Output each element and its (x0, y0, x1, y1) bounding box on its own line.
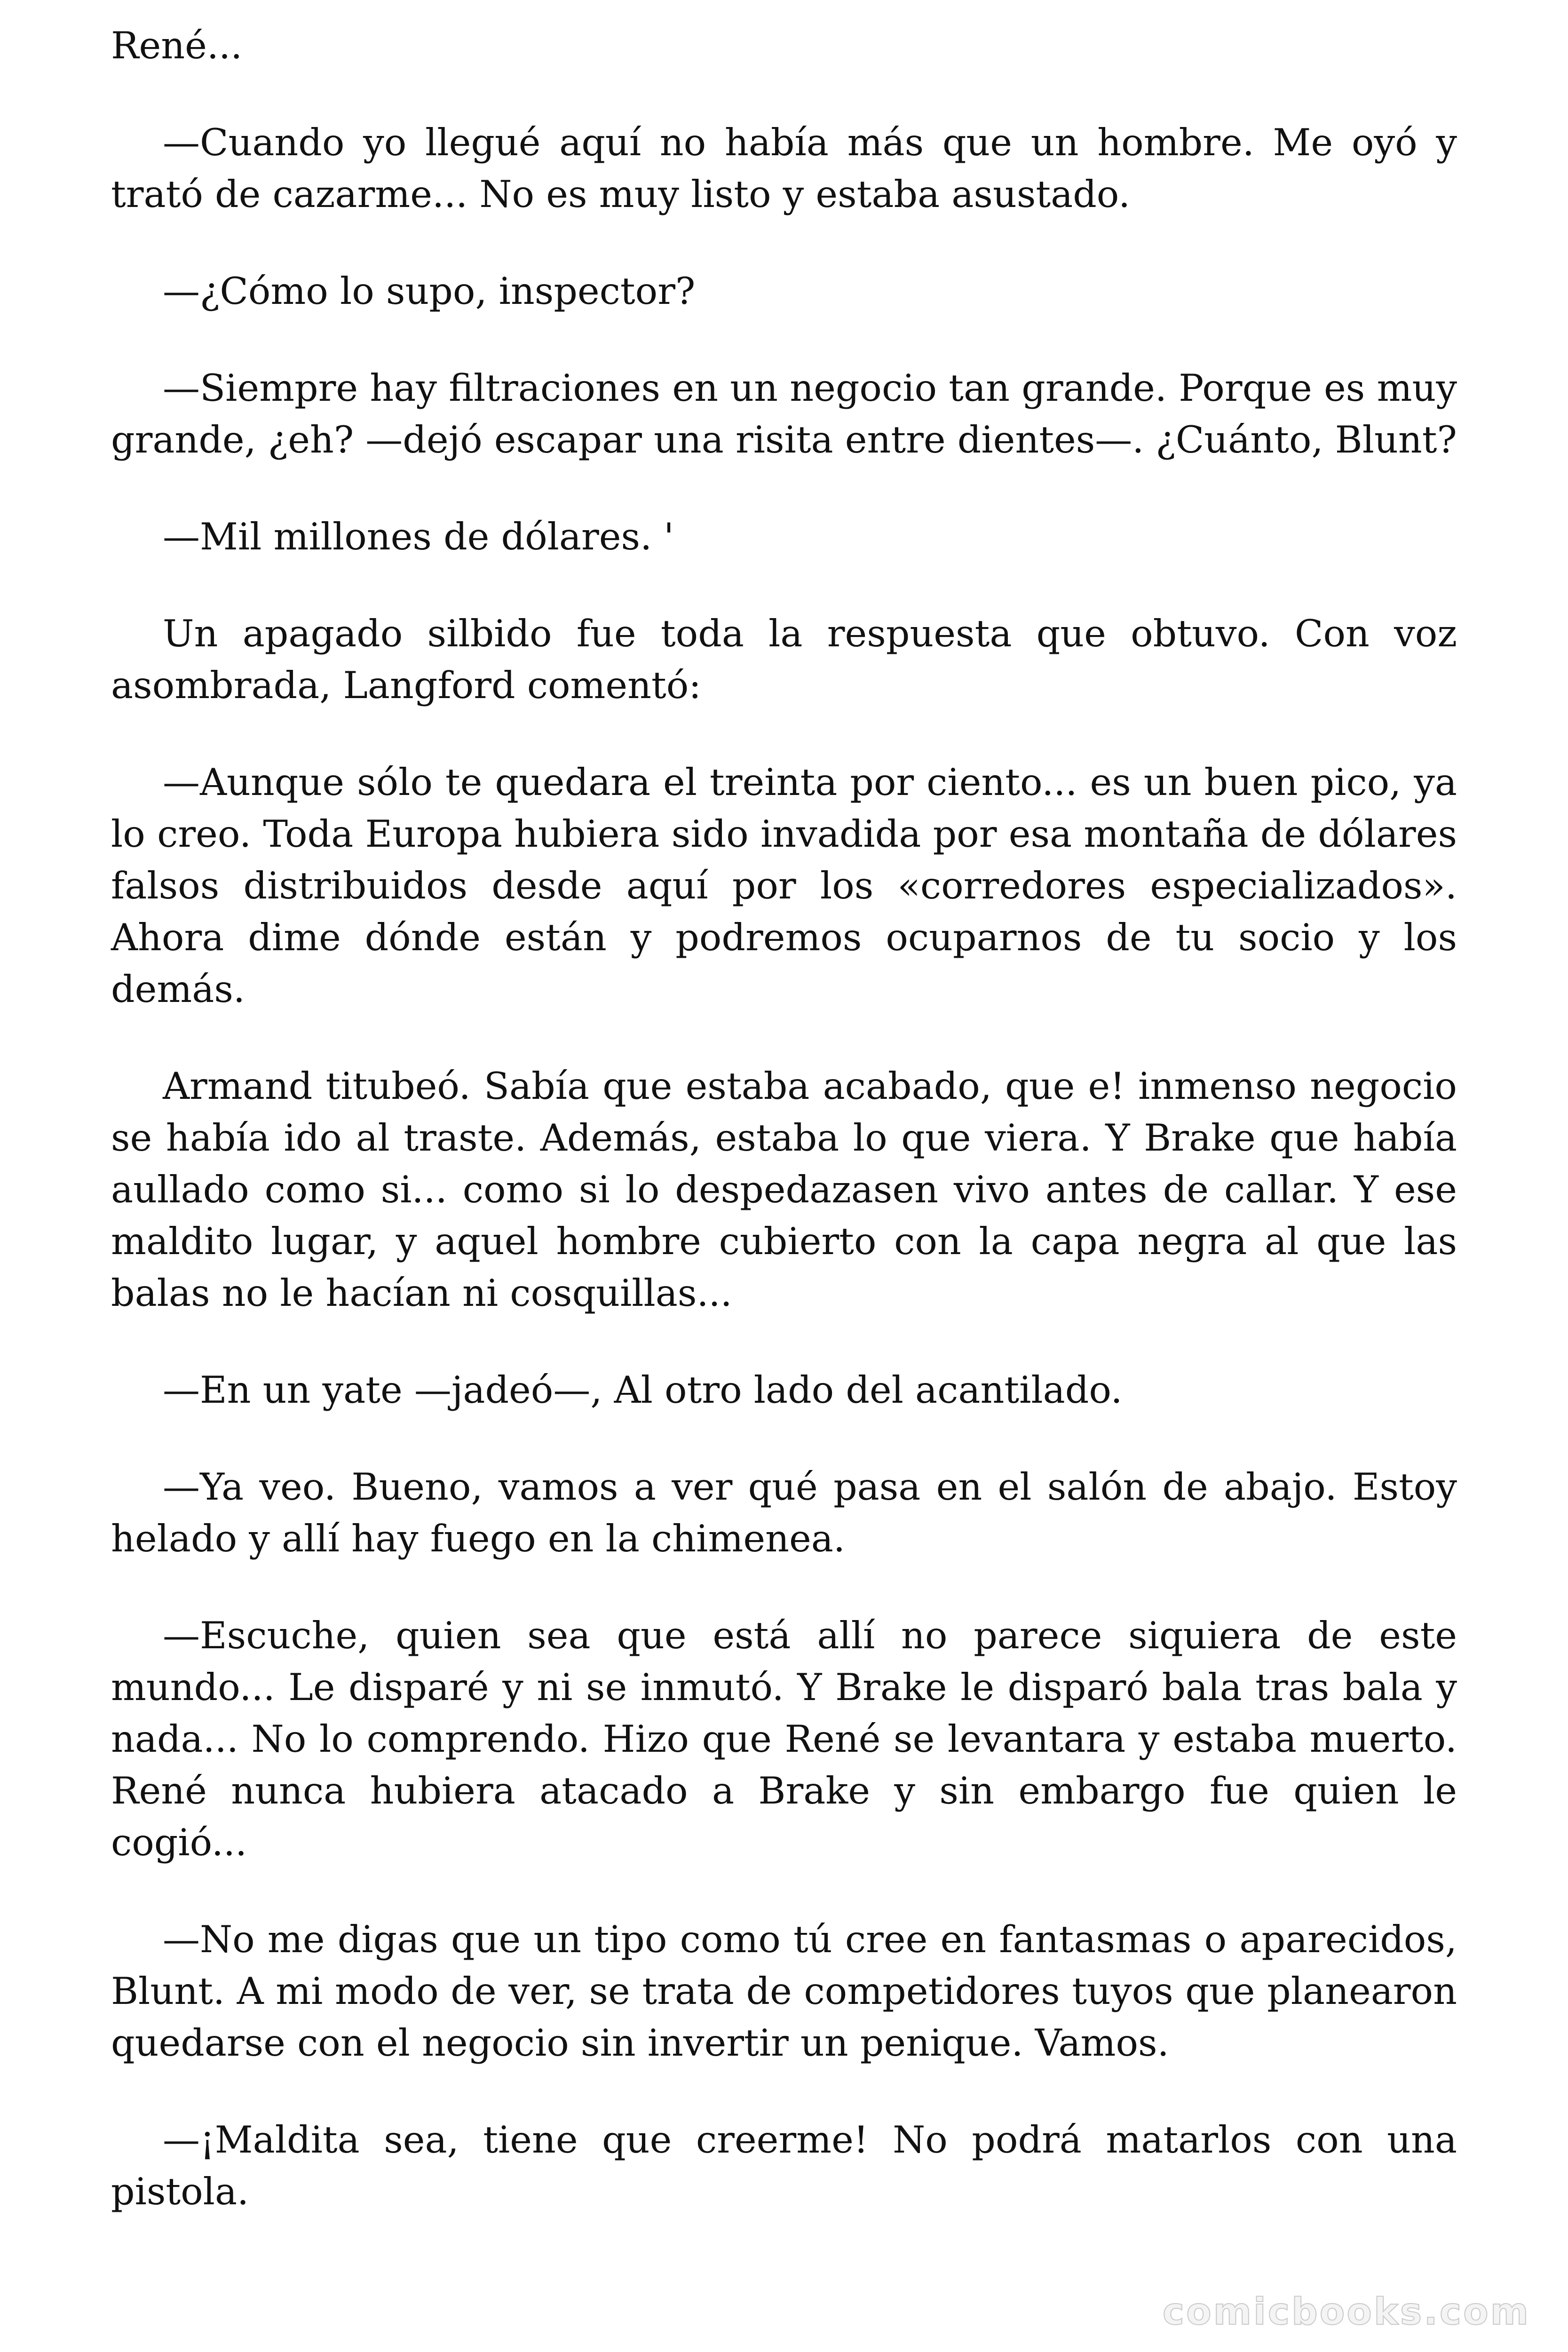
paragraph-5: —Mil millones de dólares. ' (163, 515, 674, 558)
paragraph-7: —Aunque sólo te quedara el treinta por ciento... es un buen pico, ya lo creo. Toda Europa hubiera sido invadida por esa montaña de dólares falsos distribuidos desde aquí por los «corredores especializados». Ahora dime dónde están y podremos ocuparnos de tu socio y los demás. (111, 761, 1457, 1011)
paragraph-9: —En un yate —jadeó—, Al otro lado del acantilado. (163, 1368, 1123, 1412)
paragraph-13: —¡Maldita sea, tiene que creerme! No podrá matarlos con una pistola. (111, 2118, 1457, 2213)
paragraph-10: —Ya veo. Bueno, vamos a ver qué pasa en el salón de abajo. Estoy helado y allí hay fuego en la chimenea. (111, 1465, 1457, 1560)
paragraph-1: René... (111, 24, 243, 67)
paragraph-6: Un apagado silbido fue toda la respuesta que obtuvo. Con voz asombrada, Langford comentó: (111, 612, 1457, 707)
paragraph-8: Armand titubeó. Sabía que estaba acabado, que e! inmenso negocio se había ido al traste. Además, estaba lo que viera. Y Brake que había aullado como si... como si lo despedazasen vivo antes de callar. Y ese maldito lugar, y aquel hombre cubierto con la capa negra al que las balas no le hacían ni cosquillas... (111, 1065, 1457, 1315)
paragraph-2: —Cuando yo llegué aquí no había más que un hombre. Me oyó y trató de cazarme... No es muy listo y estaba asustado. (111, 121, 1457, 216)
page-body (111, 20, 1457, 2263)
paragraph-12: —No me digas que un tipo como tú cree en fantasmas o aparecidos, Blunt. A mi modo de ver, se trata de competidores tuyos que planearon quedarse con el negocio sin invertir un penique. Vamos. (111, 1918, 1457, 2065)
paragraph-4: —Siempre hay filtraciones en un negocio tan grande. Porque es muy grande, ¿eh? —dejó escapar una risita entre dientes—. ¿Cuánto, Blunt? (111, 366, 1457, 461)
paragraph-11: —Escuche, quien sea que está allí no parece siquiera de este mundo... Le disparé y ni se inmutó. Y Brake le disparó bala tras bala y nada... No lo comprendo. Hizo que René se levantara y estaba muerto. René nunca hubiera atacado a Brake y sin embargo fue quien le cogió... (111, 1614, 1457, 1864)
paragraph-3: —¿Cómo lo supo, inspector? (163, 270, 696, 313)
watermark: comicbooks.com (1162, 2291, 1530, 2333)
